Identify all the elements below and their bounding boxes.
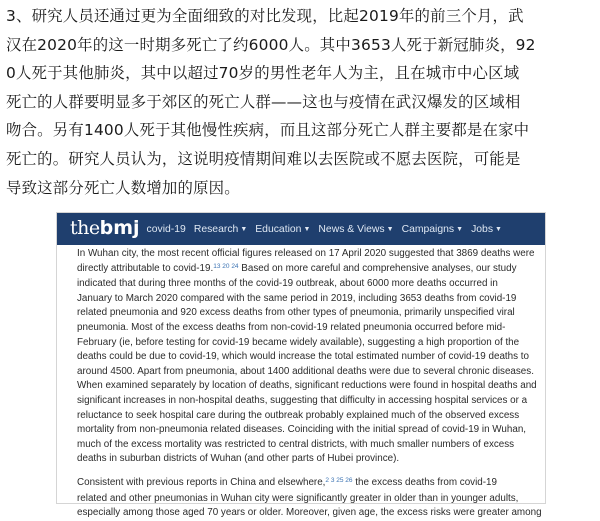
bmj-text: directly attributable to covid-19. [77, 262, 214, 274]
bmj-text: Consistent with previous reports in China and elsewhere, [77, 476, 326, 488]
article-line: 0人死于其他肺炎，其中以超过70岁的男性老年人为主，且在城市中心区域 [6, 64, 520, 83]
bmj-line: pneumonia. Most of the excess deaths from non-covid-19 related pneumonia occurred before mid- [77, 321, 506, 333]
bmj-line [77, 476, 539, 492]
reference-link[interactable]: 13 20 24 [213, 262, 239, 270]
nav-research[interactable] [194, 224, 247, 235]
article-line: 导致这部分死亡人数增加的原因。 [6, 178, 240, 197]
nav-education[interactable] [255, 224, 310, 235]
chevron-down-icon: ▼ [303, 225, 311, 233]
nav-research-label: Research [193, 223, 239, 235]
nav-campaigns[interactable] [402, 224, 464, 235]
bmj-line: especially among those aged 70 years or older. Moreover, given age, the excess risks were greater among [77, 507, 542, 519]
nav-news-views-label: News & Views [318, 223, 385, 235]
bmj-line: mortality from non-pneumonia related diseases. Coinciding with the initial spread of covid-19 in Wuhan, [77, 424, 527, 436]
bmj-line: When examined separately by location of deaths, significant reductions were found in hospital deaths and [77, 380, 537, 392]
bmj-article-body [77, 247, 542, 521]
bmj-line: deaths in suburban districts of Wuhan (and other parts of Hubei province). [77, 453, 400, 465]
bmj-line: reluctance to seek hospital care during the outbreak probably explained much of the observed excess [77, 409, 520, 421]
bmj-line: significant increases in non-hospital deaths, suggesting that difficulty in accessing hospital services or a [77, 394, 528, 406]
chevron-down-icon: ▼ [240, 225, 248, 233]
article-line: 死亡的。研究人员认为，这说明疫情期间难以去医院或不愿去医院，可能是 [6, 149, 521, 168]
bmj-line: In Wuhan city, the most recent official figures released on 17 April 2020 suggested that 3869 deaths were [77, 248, 535, 259]
bmj-line: deaths could be due to covid-19, which would increase the total estimated number of covid-19 deaths to [77, 351, 529, 363]
nav-covid19[interactable] [147, 224, 186, 235]
nav-jobs-label: Jobs [471, 223, 494, 235]
bmj-line: related and other pneumonias in Wuhan city were significantly greater in older than in younger adults, [77, 492, 519, 504]
bmj-text: the excess deaths from covid-19 [352, 476, 497, 488]
chevron-down-icon: ▼ [386, 225, 394, 233]
nav-campaigns-label: Campaigns [401, 223, 455, 235]
nav-news-views[interactable] [318, 224, 393, 235]
chevron-down-icon: ▼ [456, 225, 464, 233]
article-line: 吻合。另有1400人死于其他慢性疾病，而且这部分死亡人群主要都是在家中 [6, 121, 530, 140]
nav-jobs[interactable] [471, 224, 502, 235]
article-paragraph [6, 2, 596, 202]
bmj-line: February (ie, before testing for covid-19 became widely available), suggesting a high proportion of the [77, 336, 520, 348]
article-line: 死亡的人群要明显多于郊区的死亡人群——这也与疫情在武汉爆发的区域相 [6, 92, 521, 111]
bmj-line: January to March 2020 compared with the same period in 2019, including 3653 deaths from covid-19 [77, 292, 517, 304]
bmj-line: related pneumonia and 920 excess deaths from other types of pneumonia, primarily unspecified viral [77, 307, 515, 319]
logo-the: the [70, 217, 100, 239]
logo-bmj: bmj [99, 217, 140, 239]
bmj-screenshot [56, 212, 546, 519]
bmj-logo[interactable] [70, 217, 140, 239]
bmj-text: Based on more careful and comprehensive analyses, our study [238, 262, 517, 274]
nav-covid19-label: covid-19 [146, 223, 186, 235]
bmj-navbar [57, 213, 545, 245]
article-line: 汉在2020年的这一时期多死亡了约6000人。其中3653人死于新冠肺炎，92 [6, 35, 536, 54]
chevron-down-icon: ▼ [495, 225, 502, 233]
bmj-line: around 4500. Apart from pneumonia, about 1400 additional deaths were due to several chronic diseases. [77, 365, 534, 377]
paragraph-gap [77, 467, 539, 476]
article-line: 3、研究人员还通过更为全面细致的对比发现，比起2019年的前三个月，武 [6, 7, 524, 25]
reference-link[interactable]: 2 3 25 26 [325, 476, 353, 484]
bmj-line [77, 262, 539, 278]
bmj-line: much of the excess mortality was restricted to central districts, with much smaller numbers of excess [77, 438, 515, 450]
bmj-line: indicated that during three months of the covid-19 outbreak, about 6000 more deaths occurred in [77, 278, 498, 290]
nav-education-label: Education [255, 223, 302, 235]
